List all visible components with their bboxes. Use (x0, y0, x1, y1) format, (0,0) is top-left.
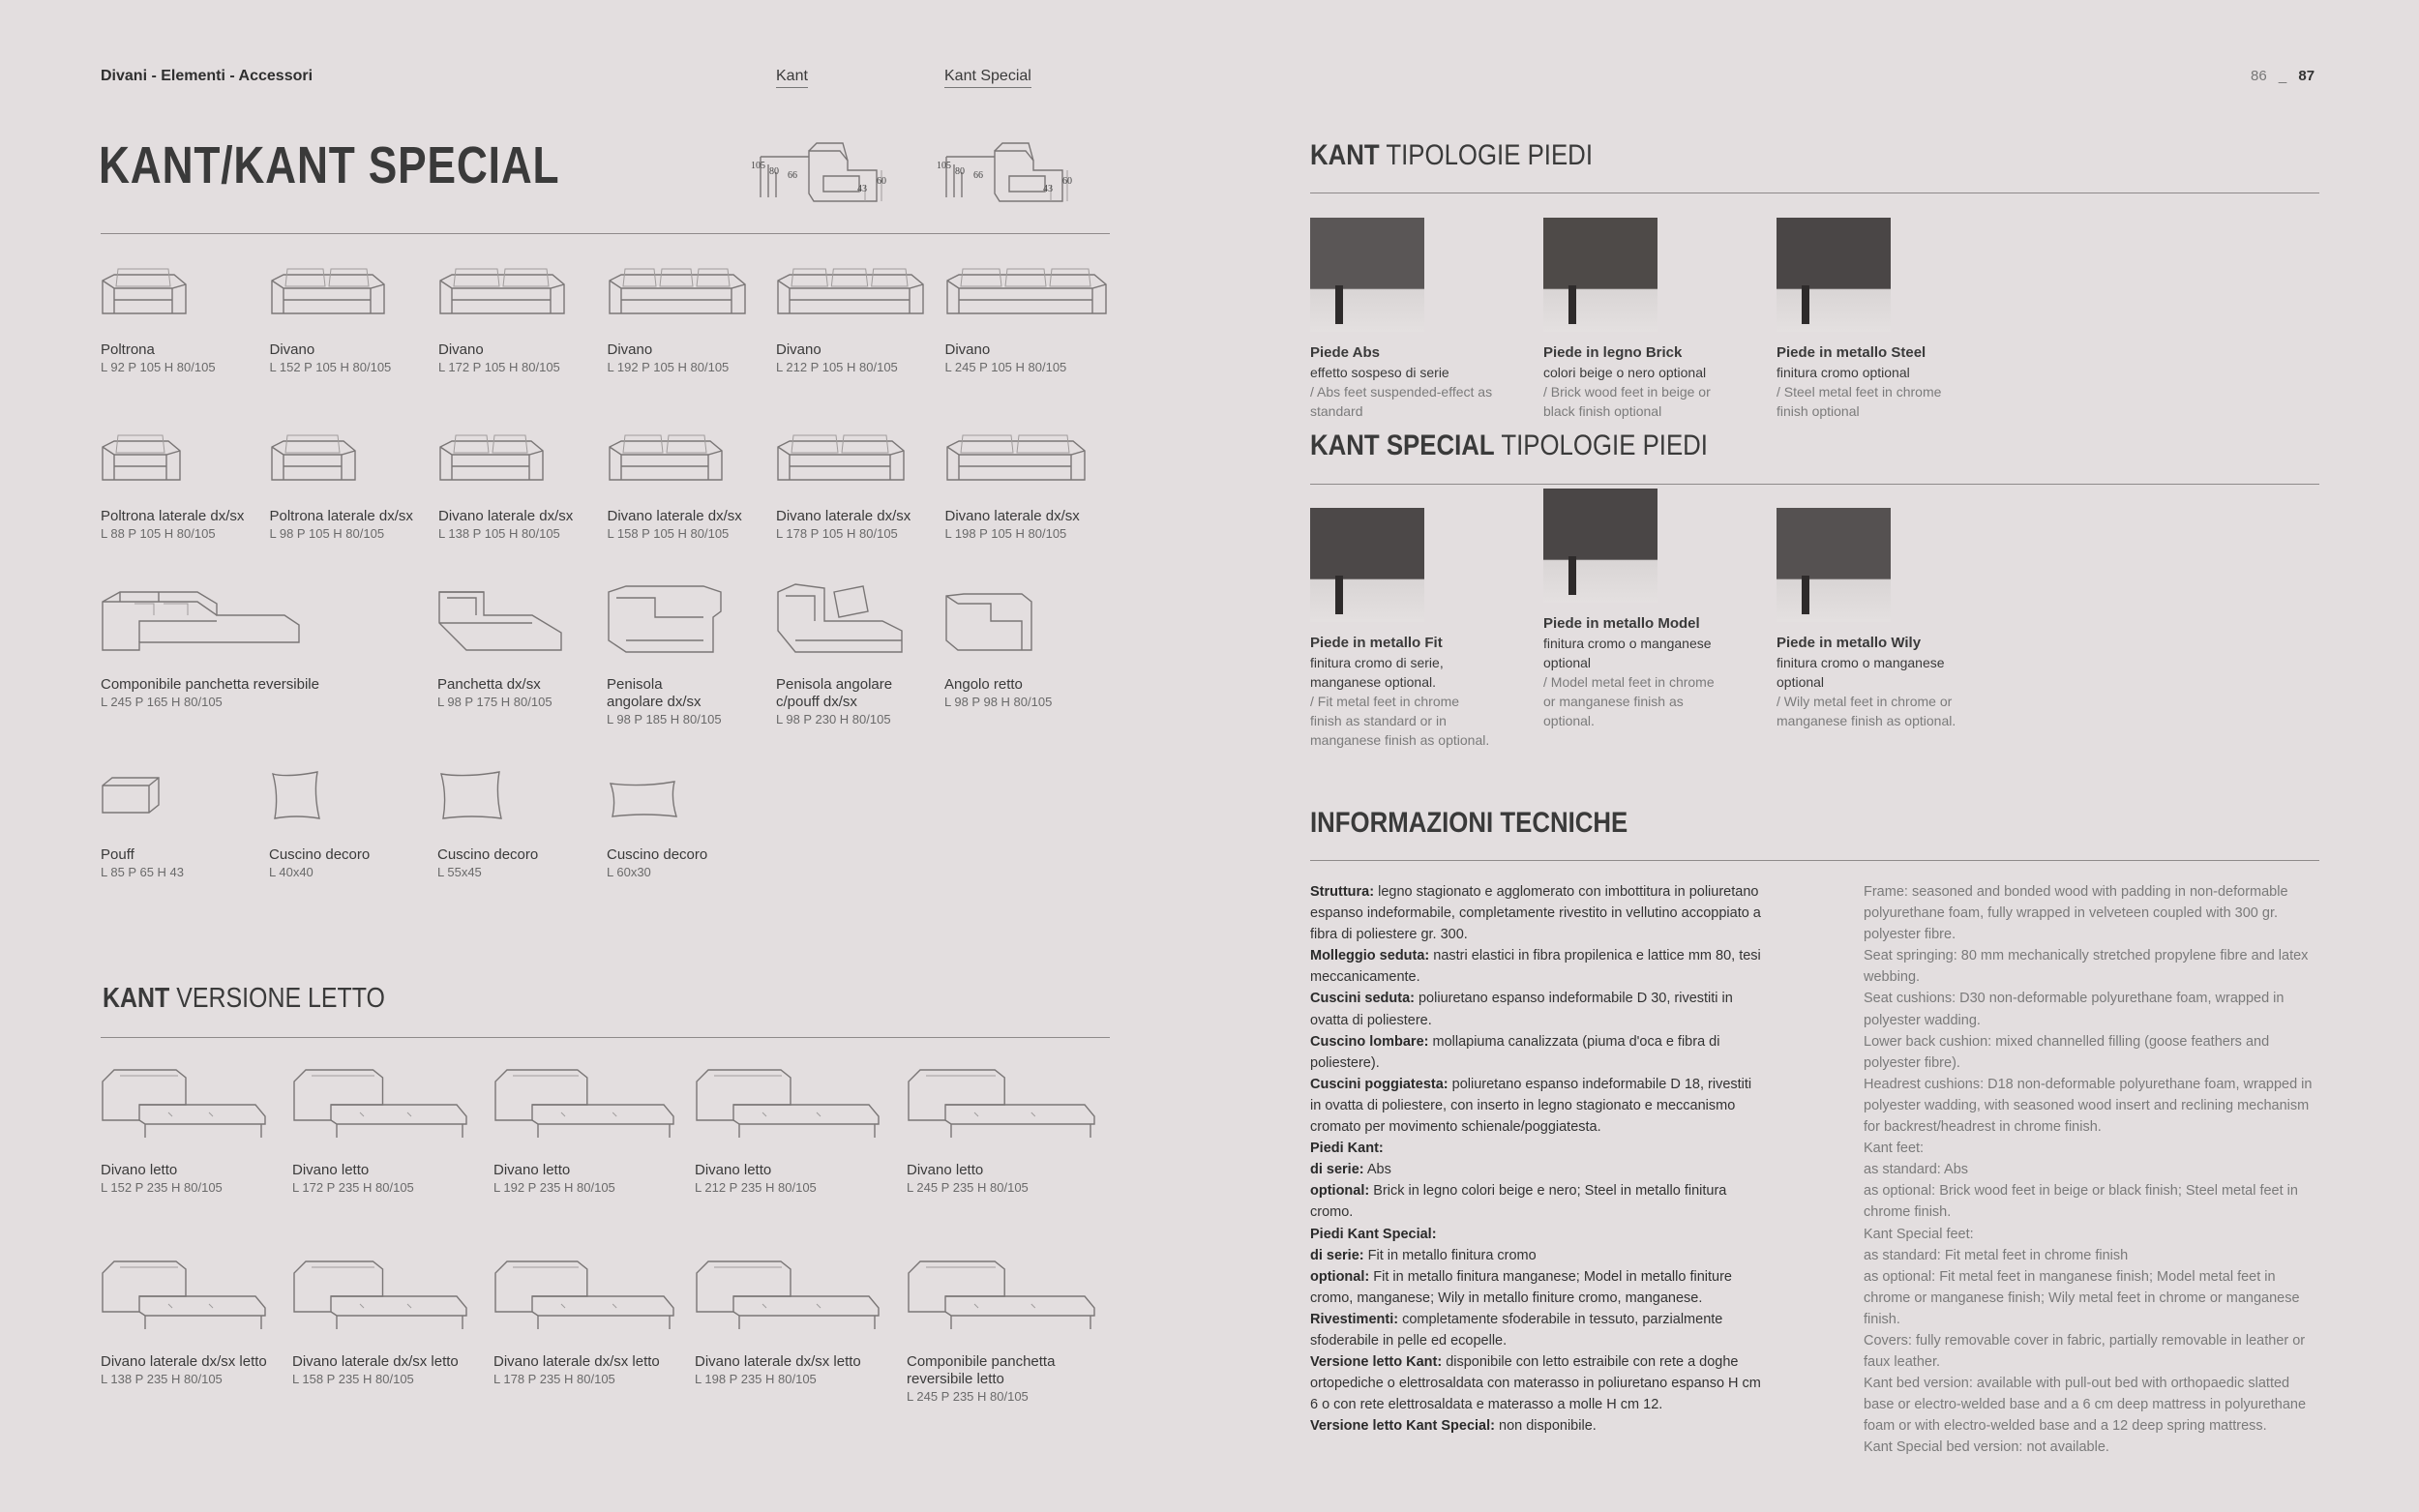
tech-line-en: Covers: fully removable cover in fabric, partially removable in leather or faux leather. (1864, 1332, 2306, 1371)
item-name: Cuscino decoro (437, 846, 539, 863)
kant-special-dimension-diagram (937, 143, 1072, 201)
foot-name: Piede Abs (1310, 344, 1380, 361)
item-name: Divano laterale dx/sx (607, 508, 742, 524)
tech-line: Cuscino lombare: mollapiuma canalizzata (piuma d'oca e fibra di poliestere). (1310, 1033, 1720, 1071)
foot-photo (1543, 218, 1657, 332)
item-name: Componibile panchetta reversibile (101, 676, 319, 693)
bed-drawing (493, 1258, 683, 1339)
tech-line: Versione letto Kant Special: non disponibile. (1310, 1418, 1597, 1435)
bed-item (907, 1066, 1104, 1197)
item-name: Divano letto (493, 1162, 571, 1178)
tech-line-en: Lower back cushion: mixed channelled filling (goose feathers and polyester fibre). (1864, 1033, 2270, 1071)
tech-line-en: as standard: Fit metal feet in chrome finish (1864, 1247, 2129, 1263)
item-dims: L 198 P 105 H 80/105 (944, 526, 1067, 541)
foot-desc-en: / Fit metal feet in chrome finish as standard or in manganese finish as optional. (1310, 694, 1490, 748)
foot-leg-icon (1335, 576, 1343, 614)
item-dims: L 158 P 105 H 80/105 (607, 526, 730, 541)
foot-name: Piede in metallo Model (1543, 615, 1700, 632)
foot-name: Piede in legno Brick (1543, 344, 1683, 361)
element-componibile (101, 582, 319, 711)
foot-desc-en: / Model metal feet in chrome or manganese finish as optional. (1543, 674, 1715, 728)
sofa-drawing (608, 263, 753, 323)
item-dims: L 92 P 105 H 80/105 (101, 360, 216, 374)
kant-dimension-diagram (751, 143, 886, 201)
sofa-drawing (608, 430, 730, 489)
bed-drawing (907, 1258, 1104, 1339)
foot-name: Piede in metallo Steel (1777, 344, 1926, 361)
item-name: Divano letto (695, 1162, 772, 1178)
penisola-pouff-drawing (776, 582, 911, 660)
item-name: Divano laterale dx/sx letto (493, 1353, 660, 1370)
bed-item (907, 1258, 1104, 1406)
cushion-drawing (437, 770, 515, 822)
item-dims: L 60x30 (607, 865, 651, 879)
element-penisola (607, 582, 752, 728)
item-dims: L 192 P 235 H 80/105 (493, 1180, 615, 1195)
foot-desc-en: / Wily metal feet in chrome or manganese finish as optional. (1777, 694, 1956, 728)
item-dims: L 40x40 (269, 865, 314, 879)
foot-photo (1310, 218, 1424, 332)
pouff-drawing (101, 774, 168, 822)
tech-line: di serie: Abs (1310, 1162, 1391, 1178)
item-name: Poltrona laterale dx/sx (101, 508, 245, 524)
item-dims: L 98 P 98 H 80/105 (944, 695, 1053, 709)
kant-feet-title-bold: KANT (1310, 139, 1380, 171)
item-dims: L 138 P 105 H 80/105 (438, 526, 560, 541)
foot-desc-it: finitura cromo o manganese optional (1777, 655, 1945, 690)
tech-line: Cuscini seduta: poliuretano espanso indeformabile D 30, rivestiti in ovatta di poliestere. (1310, 991, 1733, 1028)
foot-leg-icon (1802, 285, 1809, 324)
item-name: Divano laterale dx/sx letto (292, 1353, 459, 1370)
dim-label: 80 (955, 166, 965, 177)
tech-line: Struttura: legno stagionato e agglomerato con imbottitura in poliuretano espanso indeformabile, completamente rivestito in vellutino accoppiato a fibra di poliestere gr. 300. (1310, 884, 1761, 943)
item-name: Divano (269, 341, 315, 358)
accessory-cuscino-40 (269, 770, 370, 881)
item-name: Divano (776, 341, 821, 358)
tech-line-en: as standard: Abs (1864, 1162, 1969, 1178)
bed-item (493, 1258, 683, 1388)
tech-line-en: Seat springing: 80 mm mechanically stretched propylene fibre and latex webbing. (1864, 948, 2309, 986)
kant-special-feet-title (1310, 430, 1708, 462)
tech-line: Molleggio seduta: nastri elastici in fibra propilenica e lattice mm 80, tesi meccanicamente. (1310, 948, 1761, 986)
foot-photo (1777, 218, 1891, 332)
tech-line-en: Kant Special bed version: not available. (1864, 1439, 2109, 1456)
item-dims: L 245 P 105 H 80/105 (944, 360, 1067, 374)
bed-item (101, 1258, 275, 1388)
element-item (608, 263, 753, 376)
item-dims: L 192 P 105 H 80/105 (607, 360, 730, 374)
element-item (945, 430, 1092, 543)
foot-desc-it: finitura cromo o manganese optional (1543, 636, 1712, 670)
item-dims: L 152 P 235 H 80/105 (101, 1180, 223, 1195)
item-name: Divano letto (101, 1162, 178, 1178)
angolo-drawing (944, 582, 1041, 660)
accessory-cuscino-60 (607, 780, 707, 881)
item-dims: L 245 P 235 H 80/105 (907, 1180, 1029, 1195)
bed-title-rest: VERSIONE LETTO (169, 983, 385, 1014)
item-name: Angolo retto (944, 676, 1023, 693)
penisola-drawing (607, 582, 742, 660)
kant-special-feet-divider (1310, 484, 2319, 485)
page-separator: _ (2278, 68, 2287, 84)
dim-label: 105 (937, 161, 951, 171)
foot-photo (1543, 489, 1657, 603)
bed-title-bold: KANT (103, 983, 170, 1014)
tech-english (1864, 881, 2318, 1459)
foot-desc-en: / Abs feet suspended-effect as standard (1310, 384, 1493, 419)
sofa-drawing (438, 430, 551, 489)
foot-leg-icon (1568, 285, 1576, 324)
foot-desc-it: finitura cromo di serie, manganese optional. (1310, 655, 1444, 690)
item-dims: L 152 P 105 H 80/105 (269, 360, 392, 374)
item-name: Divano (607, 341, 653, 358)
item-dims: L 98 P 230 H 80/105 (776, 712, 891, 726)
bed-drawing (292, 1066, 476, 1147)
item-name: Divano laterale dx/sx letto (695, 1353, 861, 1370)
panchetta-drawing (437, 582, 573, 660)
item-dims: L 172 P 105 H 80/105 (438, 360, 560, 374)
item-name: Cuscino decoro (269, 846, 371, 863)
foot-name: Piede in metallo Wily (1777, 635, 1922, 651)
item-name: Penisola angolare c/pouff dx/sx (776, 676, 893, 710)
element-item (438, 263, 572, 376)
tech-title: INFORMAZIONI TECNICHE (1310, 807, 1628, 839)
kant-feet-list (1310, 218, 2374, 421)
item-dims: L 158 P 235 H 80/105 (292, 1372, 414, 1386)
dim-label: 60 (877, 176, 886, 187)
sofa-drawing (101, 263, 194, 323)
item-name: Divano laterale dx/sx (438, 508, 574, 524)
foot-type (1777, 218, 1960, 421)
item-dims: L 178 P 105 H 80/105 (776, 526, 898, 541)
accessory-cuscino-55 (437, 770, 538, 881)
foot-name: Piede in metallo Fit (1310, 635, 1443, 651)
foot-leg-icon (1802, 576, 1809, 614)
tech-line-en: as optional: Brick wood feet in beige or black finish; Steel metal feet in chrome finish. (1864, 1183, 2298, 1221)
foot-photo (1310, 508, 1424, 622)
sofa-drawing (945, 430, 1092, 489)
item-dims: L 245 P 235 H 80/105 (907, 1389, 1029, 1404)
page-numbers (2251, 68, 2314, 84)
dim-label: 66 (788, 170, 797, 181)
sofa-drawing (776, 430, 911, 489)
accessory-pouff (101, 774, 184, 881)
element-item (270, 263, 392, 376)
sofa-drawing (438, 263, 572, 323)
tech-line-en: Kant feet: (1864, 1141, 1925, 1157)
kant-feet-title-rest: TIPOLOGIE PIEDI (1379, 139, 1593, 171)
item-dims: L 212 P 105 H 80/105 (776, 360, 898, 374)
foot-type (1310, 508, 1494, 750)
tech-line: Versione letto Kant: disponibile con letto estraibile con rete a doghe ortopediche o elettrosaldata con materasso in poliuretano espanso H cm 6 o con rete elettrosaldata e materasso a molle H cm 12. (1310, 1354, 1761, 1413)
item-dims: L 98 P 185 H 80/105 (607, 712, 722, 726)
foot-desc-it: finitura cromo optional (1777, 365, 1910, 380)
foot-type (1543, 489, 1727, 730)
kant-special-feet-title-bold: KANT SPECIAL (1310, 430, 1495, 461)
sofa-drawing (270, 430, 363, 489)
element-item (945, 263, 1114, 376)
kant-feet-title (1310, 139, 1593, 172)
foot-desc-it: colori beige o nero optional (1543, 365, 1707, 380)
bed-item (695, 1258, 888, 1388)
item-name: Divano laterale dx/sx (944, 508, 1080, 524)
foot-leg-icon (1335, 285, 1343, 324)
bed-drawing (695, 1066, 888, 1147)
componibile-drawing (101, 582, 304, 660)
foot-type (1777, 508, 1960, 730)
tech-line-en: Kant bed version: available with pull-out bed with orthopaedic slatted base or electro-welded base and a 6 cm deep mattress in polyurethane foam or with electro-welded base and a 12 deep spring mattress. (1864, 1376, 2307, 1435)
foot-desc-it: effetto sospeso di serie (1310, 365, 1449, 380)
element-item (776, 263, 931, 376)
kant-special-feet-list (1310, 489, 2374, 750)
item-dims: L 198 P 235 H 80/105 (695, 1372, 817, 1386)
element-item (101, 263, 216, 376)
bed-drawing (695, 1258, 888, 1339)
bed-item (292, 1066, 476, 1197)
item-dims: L 178 P 235 H 80/105 (493, 1372, 615, 1386)
sofa-drawing (270, 263, 392, 323)
item-name: Poltrona (101, 341, 155, 358)
foot-photo (1777, 508, 1891, 622)
cushion-drawing (269, 770, 337, 822)
foot-desc-en: / Brick wood feet in beige or black finish optional (1543, 384, 1711, 419)
item-name: Poltrona laterale dx/sx (269, 508, 413, 524)
item-dims: L 98 P 105 H 80/105 (269, 526, 385, 541)
item-name: Divano (944, 341, 991, 358)
bed-item (695, 1066, 888, 1197)
sofa-drawing (776, 263, 931, 323)
item-dims: L 55x45 (437, 865, 482, 879)
section-path: Divani - Elementi - Accessori (101, 68, 314, 84)
item-name: Divano laterale dx/sx (776, 508, 911, 524)
item-name: Divano letto (907, 1162, 984, 1178)
title-divider (101, 233, 1110, 234)
foot-type (1543, 218, 1727, 421)
kant-link[interactable]: Kant (776, 68, 808, 88)
page-right: 87 (2298, 68, 2315, 84)
dimension-diagram (751, 137, 1119, 209)
tech-line: optional: Fit in metallo finitura manganese; Model in metallo finiture cromo, manganese; Wily in metallo finiture cromo, manganese. (1310, 1268, 1732, 1306)
item-name: Divano laterale dx/sx letto (101, 1353, 267, 1370)
element-item (776, 430, 911, 543)
item-dims: L 212 P 235 H 80/105 (695, 1180, 817, 1195)
item-dims: L 85 P 65 H 43 (101, 865, 185, 879)
dim-label: 105 (751, 161, 765, 171)
element-item (608, 430, 742, 543)
sofa-drawing (945, 263, 1114, 323)
tech-line: Rivestimenti: completamente sfoderabile in tessuto, parzialmente sfoderabile in pelle ed ecopelle. (1310, 1311, 1723, 1349)
bed-section-title (103, 983, 385, 1015)
element-panchetta (437, 582, 573, 711)
kant-special-feet-title-rest: TIPOLOGIE PIEDI (1494, 430, 1708, 461)
item-dims: L 98 P 175 H 80/105 (437, 695, 552, 709)
tech-line: Piedi Kant: (1310, 1141, 1384, 1157)
element-item (270, 430, 413, 543)
dim-label: 43 (1043, 184, 1053, 194)
bed-drawing (493, 1066, 683, 1147)
tech-line-en: Frame: seasoned and bonded wood with padding in non-deformable polyurethane foam, fully wrapped in velveteen coupled with 300 gr. polyester fibre. (1864, 884, 2288, 943)
bed-item (292, 1258, 476, 1388)
element-angolo (944, 582, 1052, 711)
item-name: Divano letto (292, 1162, 370, 1178)
tech-line: Piedi Kant Special: (1310, 1226, 1437, 1242)
kant-special-link[interactable]: Kant Special (944, 68, 1031, 88)
bed-drawing (907, 1066, 1104, 1147)
dim-label: 80 (769, 166, 779, 177)
item-name: Divano (438, 341, 484, 358)
bed-drawing (101, 1066, 275, 1147)
bed-drawing (292, 1258, 476, 1339)
element-penisola-pouff (776, 582, 931, 728)
tech-italian (1310, 881, 1765, 1437)
bed-drawing (101, 1258, 275, 1339)
tech-divider (1310, 860, 2319, 861)
item-dims: L 138 P 235 H 80/105 (101, 1372, 223, 1386)
page-title: KANT/KANT SPECIAL (99, 136, 560, 194)
item-name: Cuscino decoro (607, 846, 708, 863)
dim-label: 43 (857, 184, 867, 194)
tech-line-en: Kant Special feet: (1864, 1226, 1974, 1242)
item-dims: L 245 P 165 H 80/105 (101, 695, 223, 709)
tech-line-en: Seat cushions: D30 non-deformable polyurethane foam, wrapped in polyester wadding. (1864, 991, 2285, 1028)
dim-label: 66 (973, 170, 983, 181)
item-name: Penisola angolare dx/sx (607, 676, 702, 710)
foot-leg-icon (1568, 556, 1576, 595)
cushion-drawing (607, 780, 684, 822)
item-dims: L 88 P 105 H 80/105 (101, 526, 216, 541)
tech-line: Cuscini poggiatesta: poliuretano espanso indeformabile D 18, rivestiti in ovatta di poliestere, con inserto in legno stagionato e meccanismo cromato per movimento schienale/poggiatesta. (1310, 1076, 1752, 1136)
dim-label: 60 (1062, 176, 1072, 187)
item-dims: L 172 P 235 H 80/105 (292, 1180, 414, 1195)
item-name: Pouff (101, 846, 134, 863)
tech-line: di serie: Fit in metallo finitura cromo (1310, 1247, 1537, 1263)
sofa-drawing (101, 430, 188, 489)
bed-section-divider (101, 1037, 1110, 1038)
item-name: Componibile panchetta reversibile letto (907, 1353, 1056, 1387)
tech-line: optional: Brick in legno colori beige e nero; Steel in metallo finitura cromo. (1310, 1183, 1727, 1221)
element-item (101, 430, 244, 543)
page-left: 86 (2251, 68, 2267, 84)
foot-type (1310, 218, 1494, 421)
element-item (438, 430, 573, 543)
foot-desc-en: / Steel metal feet in chrome finish optional (1777, 384, 1942, 419)
bed-item (493, 1066, 683, 1197)
tech-line-en: Headrest cushions: D18 non-deformable polyurethane foam, wrapped in polyester wadding, with seasoned wood insert and reclining mechanism for backrest/headrest in chrome finish. (1864, 1076, 2313, 1136)
tech-line-en: as optional: Fit metal feet in manganese finish; Model metal feet in chrome or manganese finish; Wily metal feet in chrome or manganese finish. (1864, 1268, 2300, 1327)
item-name: Panchetta dx/sx (437, 676, 541, 693)
bed-item (101, 1066, 275, 1197)
